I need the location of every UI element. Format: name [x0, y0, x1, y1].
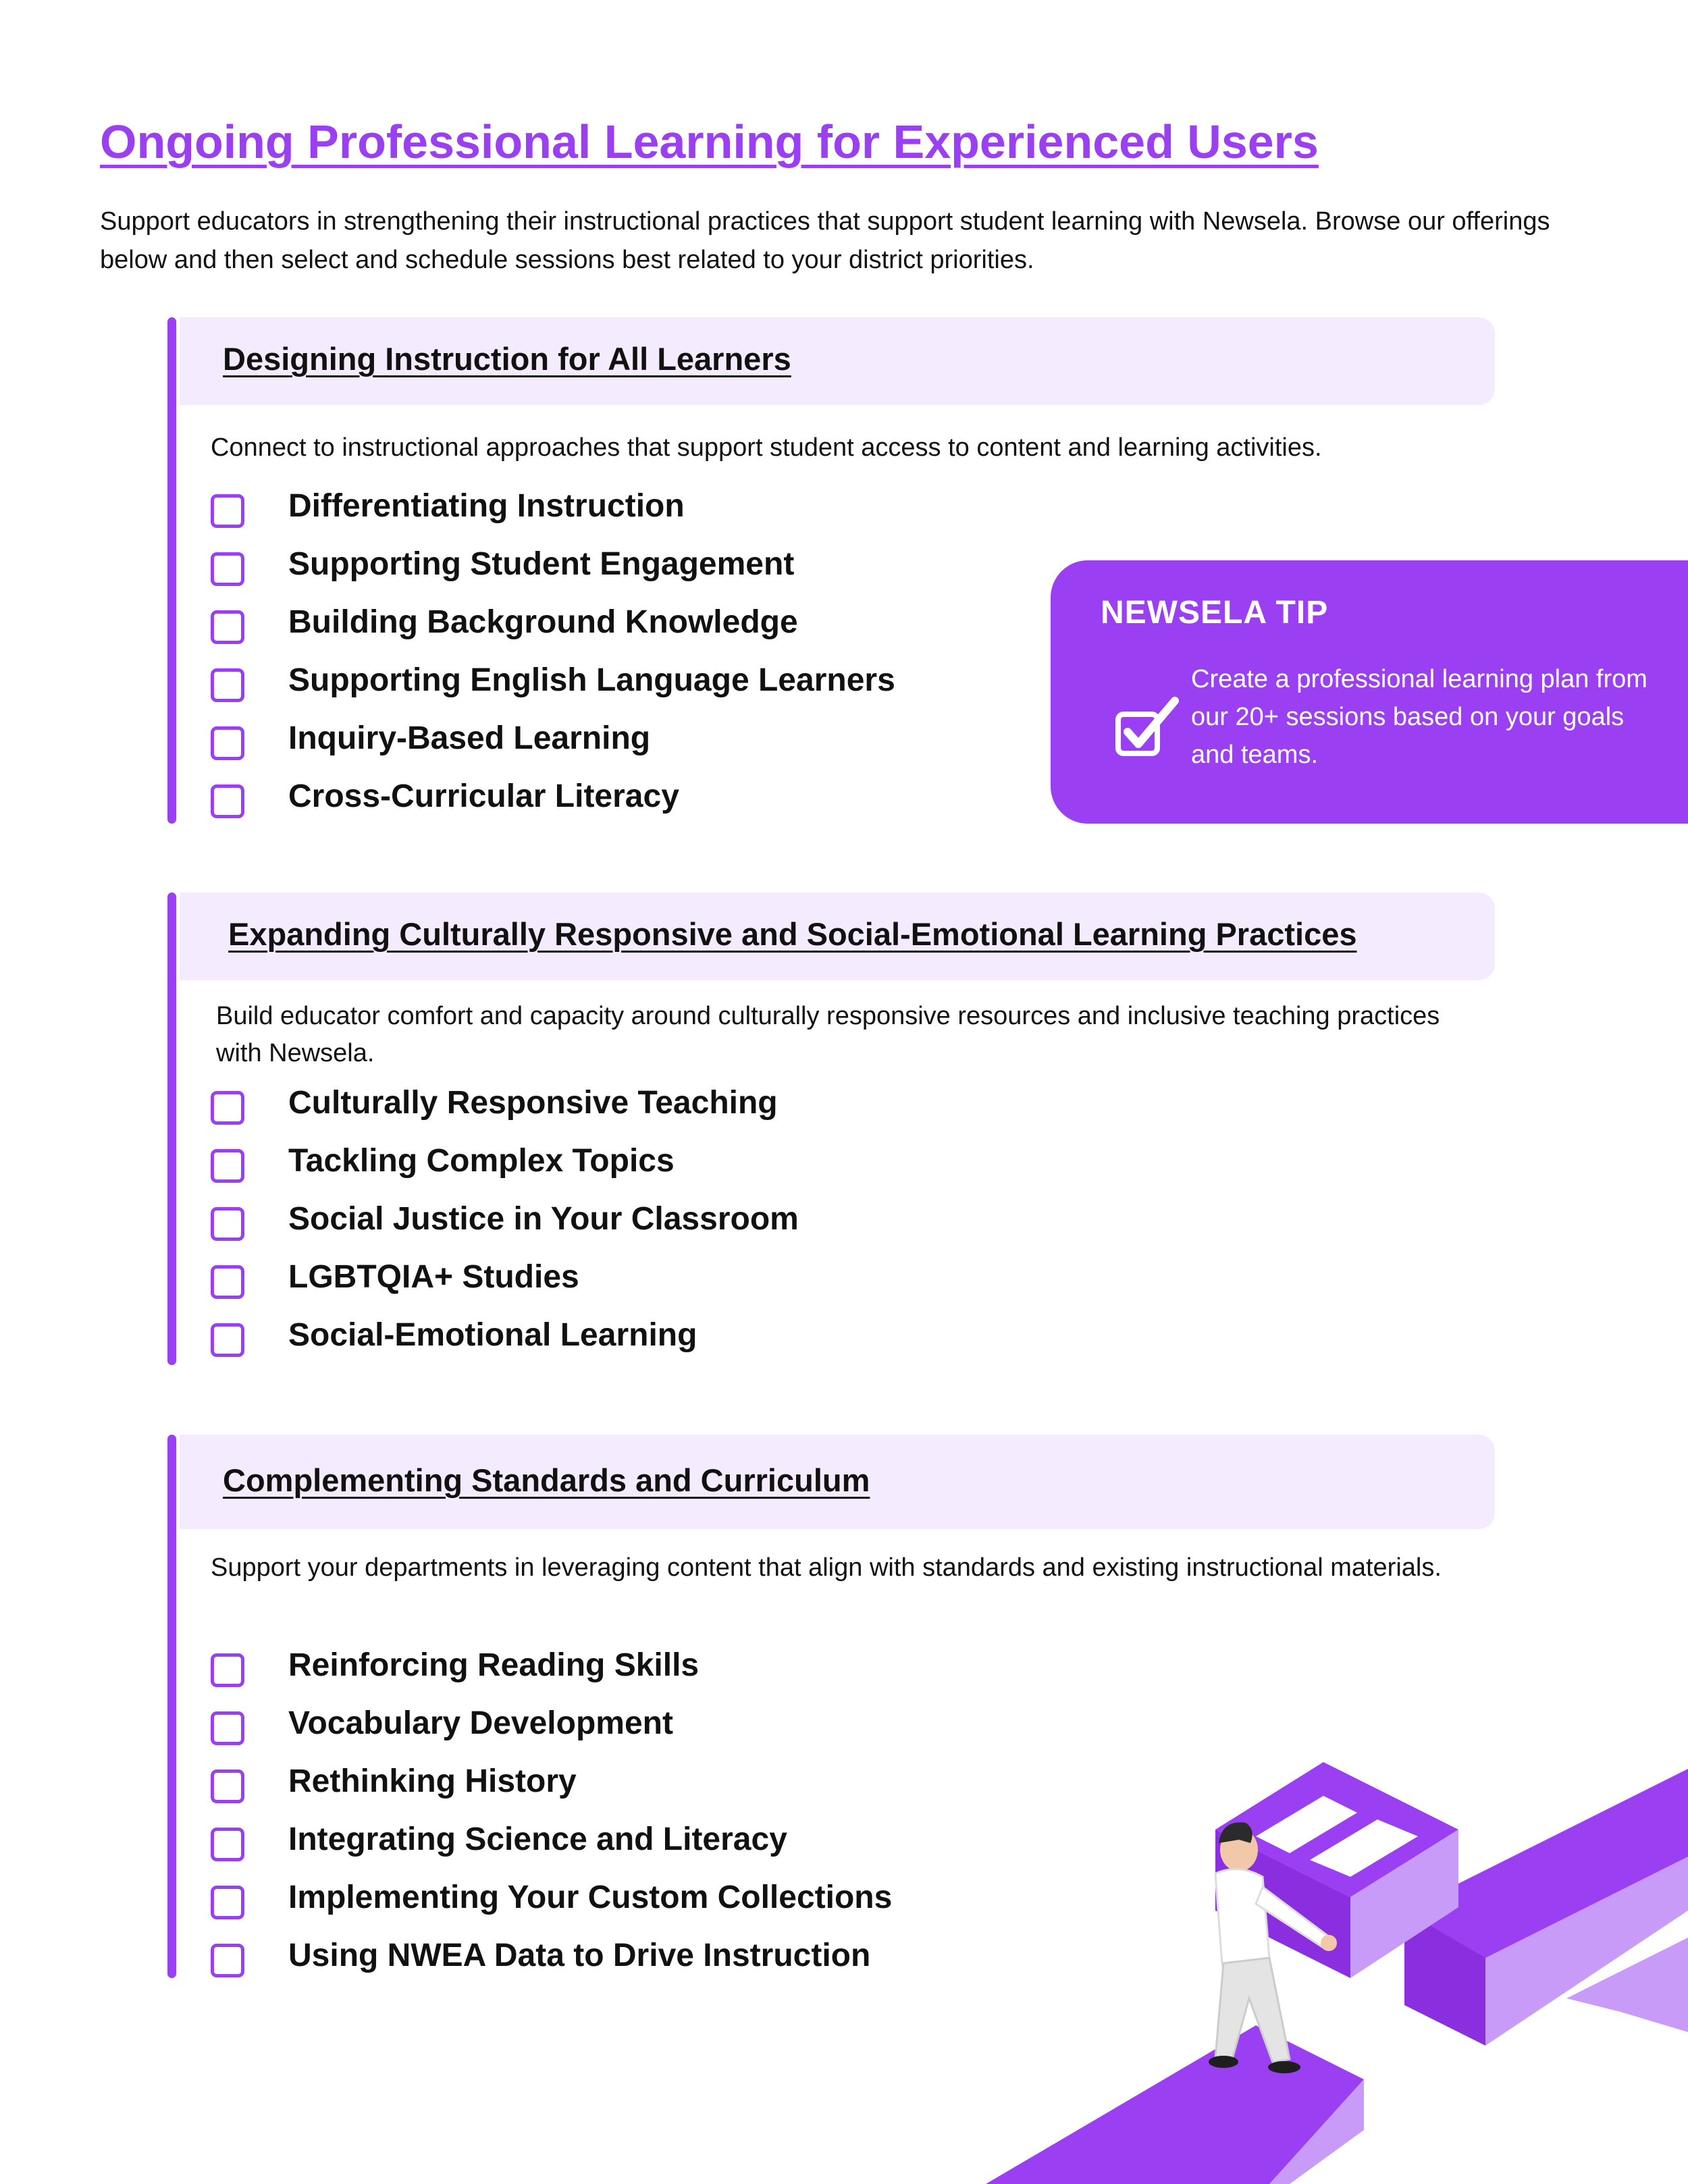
newsela-tip-callout [1051, 560, 1688, 824]
checklist-item-label: LGBTQIA+ Studies [288, 1259, 579, 1295]
checkbox-check-icon [1113, 695, 1180, 763]
checklist-item-label: Building Background Knowledge [288, 604, 798, 640]
checkbox[interactable] [211, 1769, 244, 1803]
checkbox[interactable] [211, 610, 244, 644]
checklist-item-label: Implementing Your Custom Collections [288, 1880, 893, 1915]
checklist-item-label: Cross-Curricular Literacy [288, 778, 679, 814]
section-header [180, 317, 1495, 405]
section-description: Support your departments in leveraging content that align with standards and existing instructional materials. [211, 1553, 1442, 1582]
section-heading: Expanding Culturally Responsive and Social-Emotional Learning Practices [228, 916, 1357, 952]
checkbox[interactable] [211, 1265, 244, 1299]
checklist-item-label: Inquiry-Based Learning [288, 720, 651, 756]
section-heading: Complementing Standards and Curriculum [223, 1462, 870, 1498]
checklist-item-label: Tackling Complex Topics [288, 1143, 675, 1179]
checklist-item-label: Reinforcing Reading Skills [288, 1647, 700, 1683]
checklist-item-label: Vocabulary Development [288, 1705, 673, 1741]
checkbox[interactable] [211, 552, 244, 586]
checklist-item-label: Supporting English Language Learners [288, 662, 895, 698]
checklist-item-label: Rethinking History [288, 1763, 577, 1799]
checkbox[interactable] [211, 1828, 244, 1861]
section-description: Build educator comfort and capacity around culturally responsive resources and inclusive teaching practices with Newsela. [216, 1002, 1440, 1067]
checkbox[interactable] [211, 1323, 244, 1357]
checklist-item-label: Using NWEA Data to Drive Instruction [288, 1938, 871, 1973]
page-intro: Support educators in strengthening their instructional practices that support student learning with Newsela. Browse our offerings below and then select and schedule sessions best related to your district priorities. [100, 207, 1550, 274]
checkbox[interactable] [211, 668, 244, 702]
section-header [180, 1435, 1495, 1529]
checkbox[interactable] [211, 494, 244, 528]
checkbox[interactable] [211, 1944, 244, 1977]
checklist-item-label: Differentiating Instruction [288, 488, 685, 524]
checkbox[interactable] [211, 1091, 244, 1125]
section-heading: Designing Instruction for All Learners [223, 341, 791, 377]
checkbox[interactable] [211, 1711, 244, 1745]
tip-text: Create a professional learning plan from our 20+ sessions based on your goals and teams. [1191, 665, 1647, 769]
section-culturally-responsive [167, 893, 1495, 1365]
checkbox[interactable] [211, 784, 244, 818]
checklist-item-label: Integrating Science and Literacy [288, 1821, 787, 1857]
section-description: Connect to instructional approaches that support student access to content and learning activities. [211, 433, 1322, 462]
checklist-item-label: Culturally Responsive Teaching [288, 1085, 778, 1121]
section-accent-bar [167, 893, 176, 1365]
page-title: Ongoing Professional Learning for Experienced Users [100, 115, 1319, 168]
section-accent-bar [167, 317, 176, 824]
section-accent-bar [167, 1435, 176, 1978]
checklist-item-label: Supporting Student Engagement [288, 546, 795, 582]
checkbox[interactable] [211, 1149, 244, 1183]
checkbox[interactable] [211, 1886, 244, 1919]
checkbox[interactable] [211, 1653, 244, 1687]
tip-title: NEWSELA TIP [1101, 595, 1329, 631]
checklist-item-label: Social Justice in Your Classroom [288, 1201, 799, 1237]
checkbox[interactable] [211, 726, 244, 760]
checkbox[interactable] [211, 1207, 244, 1241]
section-header [180, 893, 1495, 980]
checklist-item-label: Social-Emotional Learning [288, 1317, 697, 1353]
person-carrying-block-illustration [972, 1742, 1688, 2184]
